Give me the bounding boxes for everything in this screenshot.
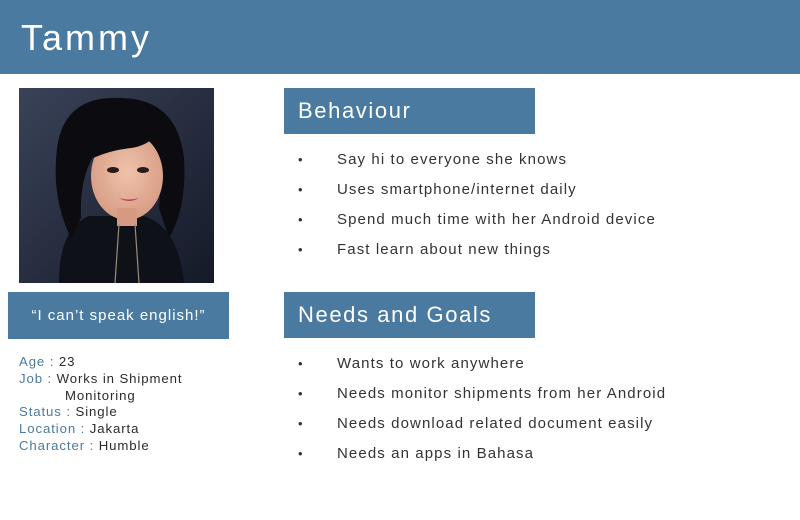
behaviour-heading (284, 88, 535, 134)
detail-value-continued: Monitoring (65, 387, 136, 403)
list-item: • Spend much time with her Android device (298, 205, 656, 235)
list-item: • Needs monitor shipments from her Android (298, 379, 666, 409)
list-item: • Needs download related document easily (298, 409, 666, 439)
persona-quote (8, 292, 229, 339)
list-item: • Wants to work anywhere (298, 349, 666, 379)
detail-location: Location : Jakarta (19, 421, 140, 437)
list-item: • Needs an apps in Bahasa (298, 439, 666, 469)
detail-status: Status : Single (19, 404, 118, 420)
detail-label: Job (19, 370, 43, 386)
bullet-icon: • (298, 212, 304, 227)
detail-label: Location (19, 421, 77, 437)
section-title: Behaviour (298, 98, 412, 123)
detail-label: Status (19, 404, 62, 420)
bullet-icon: • (298, 152, 304, 167)
detail-job: Job : Works in Shipment Monitoring (19, 371, 259, 405)
persona-details (19, 354, 259, 455)
persona-name: Tammy (21, 17, 152, 58)
detail-label: Age (19, 354, 46, 369)
bullet-icon: • (298, 182, 304, 197)
bullet-icon: • (298, 446, 304, 461)
needs-goals-list (298, 349, 666, 469)
section-title: Needs and Goals (298, 302, 492, 327)
list-item: • Fast learn about new things (298, 235, 656, 265)
detail-value: 23 (58, 354, 76, 369)
detail-label: Character (19, 437, 86, 453)
bullet-icon: • (298, 416, 304, 431)
quote-text: “I can’t speak english!” (31, 307, 206, 324)
list-item: • Say hi to everyone she knows (298, 145, 656, 175)
portrait-image (19, 88, 214, 283)
header-bar (0, 0, 800, 74)
behaviour-list (298, 145, 656, 265)
bullet-icon: • (298, 356, 304, 371)
detail-value: Works in Shipment (56, 370, 183, 386)
needs-goals-heading (284, 292, 535, 338)
bullet-icon: • (298, 386, 304, 401)
detail-value: Jakarta (89, 421, 140, 437)
detail-age: Age : 23 (19, 354, 76, 369)
list-item: • Uses smartphone/internet daily (298, 175, 656, 205)
detail-character: Character : Humble (19, 437, 150, 453)
detail-value: Single (75, 404, 118, 420)
bullet-icon: • (298, 242, 304, 257)
persona-photo (19, 88, 214, 283)
detail-value: Humble (98, 437, 150, 453)
